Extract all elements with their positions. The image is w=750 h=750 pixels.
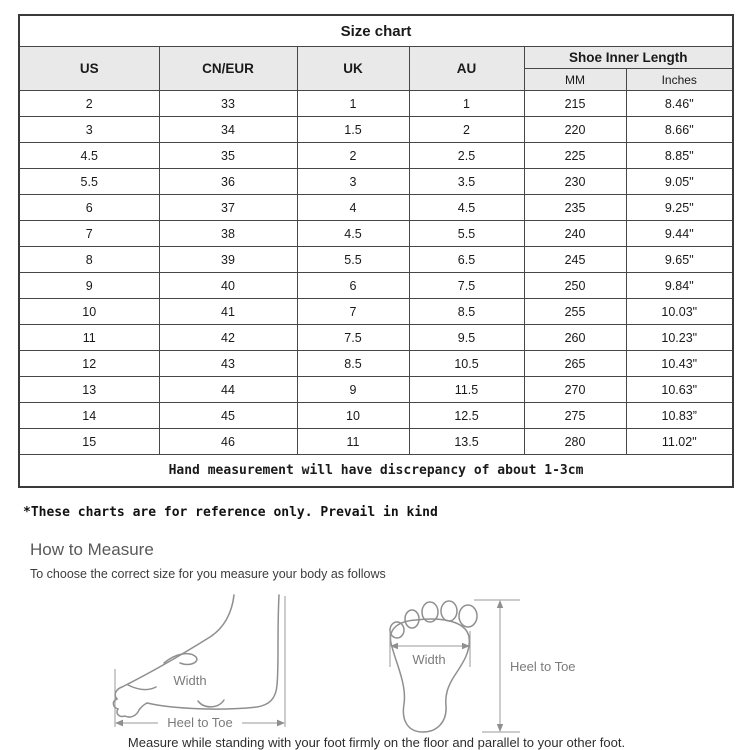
table-cell: 4	[297, 195, 409, 221]
measurement-discrepancy-note: Hand measurement will have discrepancy of about 1-3cm	[19, 455, 733, 488]
table-cell: 7	[19, 221, 159, 247]
measure-diagrams	[18, 591, 735, 733]
measure-caption: Measure while standing with your foot firmly on the floor and parallel to your other foot.	[127, 735, 626, 750]
table-cell: 255	[524, 299, 626, 325]
table-row	[19, 221, 733, 247]
size-chart-table	[18, 14, 734, 488]
table-cell: 9	[19, 273, 159, 299]
table-cell: 1.5	[297, 117, 409, 143]
table-cell: 36	[159, 169, 297, 195]
table-cell: 2	[297, 143, 409, 169]
table-cell: 8.66"	[626, 117, 733, 143]
table-cell: 35	[159, 143, 297, 169]
table-cell: 12.5	[409, 403, 524, 429]
table-cell: 5.5	[409, 221, 524, 247]
table-cell: 2	[19, 91, 159, 117]
table-cell: 260	[524, 325, 626, 351]
size-table-body	[19, 91, 733, 455]
table-row	[19, 247, 733, 273]
table-cell: 9.84"	[626, 273, 733, 299]
table-row	[19, 273, 733, 299]
table-cell: 38	[159, 221, 297, 247]
table-cell: 8.85"	[626, 143, 733, 169]
table-cell: 10.43"	[626, 351, 733, 377]
table-cell: 235	[524, 195, 626, 221]
table-cell: 7.5	[409, 273, 524, 299]
table-cell: 10	[297, 403, 409, 429]
table-cell: 42	[159, 325, 297, 351]
column-header-shoe-inner-length: Shoe Inner Length	[524, 47, 733, 69]
column-header-uk: UK	[297, 47, 409, 91]
table-row	[19, 403, 733, 429]
table-cell: 8.46"	[626, 91, 733, 117]
table-cell: 10.03"	[626, 299, 733, 325]
table-title: Size chart	[19, 15, 733, 47]
table-cell: 10.5	[409, 351, 524, 377]
table-cell: 5.5	[19, 169, 159, 195]
column-header-au: AU	[409, 47, 524, 91]
table-cell: 14	[19, 403, 159, 429]
column-header-mm: MM	[524, 69, 626, 91]
how-to-measure-subtitle: To choose the correct size for you measure your body as follows	[30, 567, 386, 581]
table-cell: 6	[19, 195, 159, 221]
table-cell: 7	[297, 299, 409, 325]
table-cell: 34	[159, 117, 297, 143]
side-width-label: Width	[173, 673, 207, 688]
table-cell: 12	[19, 351, 159, 377]
table-cell: 6	[297, 273, 409, 299]
table-cell: 11.5	[409, 377, 524, 403]
table-cell: 11.02"	[626, 429, 733, 455]
table-cell: 3.5	[409, 169, 524, 195]
footprint-diagram	[370, 591, 576, 741]
column-header-cn-eur: CN/EUR	[159, 47, 297, 91]
column-header-us: US	[19, 47, 159, 91]
table-cell: 9.25"	[626, 195, 733, 221]
table-cell: 13.5	[409, 429, 524, 455]
table-row	[19, 143, 733, 169]
table-cell: 46	[159, 429, 297, 455]
table-cell: 9.65"	[626, 247, 733, 273]
how-to-measure-title: How to Measure	[30, 540, 154, 559]
table-row	[19, 299, 733, 325]
table-row	[19, 377, 733, 403]
table-cell: 41	[159, 299, 297, 325]
table-cell: 215	[524, 91, 626, 117]
table-row	[19, 429, 733, 455]
table-cell: 44	[159, 377, 297, 403]
side-heel-to-toe-label: Heel to Toe	[167, 715, 233, 730]
table-cell: 8	[19, 247, 159, 273]
table-cell: 4.5	[19, 143, 159, 169]
table-cell: 1	[297, 91, 409, 117]
table-cell: 10.63"	[626, 377, 733, 403]
sole-width-label: Width	[412, 652, 446, 667]
foot-side-view-diagram	[106, 593, 294, 733]
table-cell: 11	[19, 325, 159, 351]
table-cell: 15	[19, 429, 159, 455]
column-header-inches: Inches	[626, 69, 733, 91]
table-cell: 1	[409, 91, 524, 117]
table-cell: 6.5	[409, 247, 524, 273]
table-cell: 10.83”	[626, 403, 733, 429]
table-cell: 9.05"	[626, 169, 733, 195]
table-cell: 3	[19, 117, 159, 143]
table-cell: 245	[524, 247, 626, 273]
table-cell: 37	[159, 195, 297, 221]
table-cell: 2	[409, 117, 524, 143]
table-row	[19, 351, 733, 377]
reference-disclaimer: *These charts are for reference only. Prevail in kind	[23, 505, 438, 520]
table-row	[19, 195, 733, 221]
table-cell: 40	[159, 273, 297, 299]
table-cell: 9.5	[409, 325, 524, 351]
table-cell: 4.5	[409, 195, 524, 221]
table-cell: 43	[159, 351, 297, 377]
table-row	[19, 169, 733, 195]
table-cell: 265	[524, 351, 626, 377]
sole-heel-to-toe-label: Heel to Toe	[510, 659, 576, 674]
table-row	[19, 117, 733, 143]
table-cell: 9	[297, 377, 409, 403]
table-cell: 275	[524, 403, 626, 429]
table-cell: 7.5	[297, 325, 409, 351]
table-cell: 10.23"	[626, 325, 733, 351]
table-cell: 13	[19, 377, 159, 403]
table-cell: 8.5	[297, 351, 409, 377]
table-cell: 45	[159, 403, 297, 429]
table-cell: 225	[524, 143, 626, 169]
table-row	[19, 91, 733, 117]
table-cell: 4.5	[297, 221, 409, 247]
table-cell: 240	[524, 221, 626, 247]
table-cell: 270	[524, 377, 626, 403]
table-cell: 220	[524, 117, 626, 143]
table-cell: 8.5	[409, 299, 524, 325]
table-cell: 5.5	[297, 247, 409, 273]
table-cell: 10	[19, 299, 159, 325]
table-cell: 250	[524, 273, 626, 299]
table-cell: 33	[159, 91, 297, 117]
table-cell: 2.5	[409, 143, 524, 169]
table-cell: 280	[524, 429, 626, 455]
table-cell: 11	[297, 429, 409, 455]
table-row	[19, 325, 733, 351]
table-cell: 39	[159, 247, 297, 273]
table-cell: 230	[524, 169, 626, 195]
table-cell: 9.44"	[626, 221, 733, 247]
table-cell: 3	[297, 169, 409, 195]
